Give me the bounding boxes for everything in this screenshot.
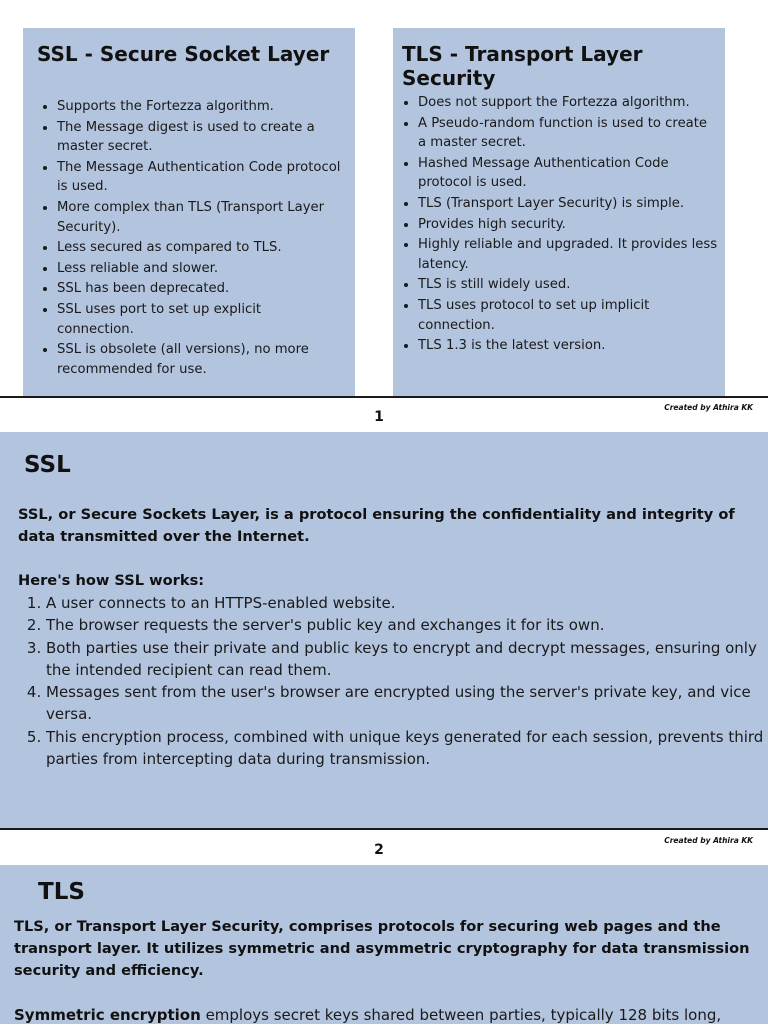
- ssl-panel-title: SSL - Secure Socket Layer: [37, 42, 330, 66]
- tls-symmetric-desc: employs secret keys shared between parties, typically 128 bits long,: [200, 1006, 722, 1024]
- list-item: • The Message Authentication Code protocol is used.: [57, 158, 342, 197]
- list-item: 5. This encryption process, combined with unique keys generated for each session, prevents third parties from intercepting data during transmission.: [46, 726, 768, 771]
- page-number: 2: [374, 842, 384, 858]
- ssl-how-label: Here's how SSL works:: [18, 572, 205, 589]
- list-item: • More complex than TLS (Transport Layer Security).: [57, 198, 342, 237]
- list-item: • Hashed Message Authentication Code protocol is used.: [418, 154, 718, 193]
- list-item: • Less reliable and slower.: [57, 259, 342, 279]
- list-item: 3. Both parties use their private and public keys to encrypt and decrypt messages, ensuring only the intended recipient can read them.: [46, 637, 768, 682]
- tls-intro-text: TLS, or Transport Layer Security, comprises protocols for securing web pages and the transport layer. It utilizes symmetric and asymmetric cryptography for data transmission security and efficiency.: [14, 918, 750, 979]
- list-item: • Does not support the Fortezza algorithm.: [418, 93, 718, 113]
- list-item: • SSL has been deprecated.: [57, 279, 342, 299]
- author-credit: Created by Athira KK: [664, 836, 753, 845]
- ssl-intro-text: SSL, or Secure Sockets Layer, is a protocol ensuring the confidentiality and integrity of data transmitted over the Internet.: [18, 506, 735, 545]
- list-item: • A Pseudo-random function is used to create a master secret.: [418, 114, 718, 153]
- page-number: 1: [374, 409, 384, 425]
- list-item: • TLS 1.3 is the latest version.: [418, 336, 718, 356]
- list-item: • The Message digest is used to create a master secret.: [57, 118, 342, 157]
- list-item: • SSL uses port to set up explicit connection.: [57, 300, 342, 339]
- page-divider: [0, 828, 768, 830]
- list-item: • TLS (Transport Layer Security) is simple.: [418, 194, 718, 214]
- tls-comparison-panel: [393, 28, 725, 396]
- ssl-steps-list: [18, 592, 768, 770]
- tls-panel-title: TLS - Transport Layer Security: [402, 42, 643, 90]
- tls-section-heading: TLS: [38, 879, 85, 905]
- list-item: • TLS is still widely used.: [418, 275, 718, 295]
- ssl-feature-list: [23, 97, 342, 380]
- list-item: • Highly reliable and upgraded. It provides less latency.: [418, 235, 718, 274]
- list-item: • SSL is obsolete (all versions), no more recommended for use.: [57, 340, 342, 379]
- list-item: • Provides high security.: [418, 215, 718, 235]
- list-item: 1. A user connects to an HTTPS-enabled website.: [46, 592, 768, 614]
- list-item: • Less secured as compared to TLS.: [57, 238, 342, 258]
- ssl-section: [0, 432, 768, 828]
- list-item: • TLS uses protocol to set up implicit connection.: [418, 296, 718, 335]
- tls-feature-list: [393, 93, 718, 357]
- tls-symmetric-term: Symmetric encryption: [14, 1006, 201, 1024]
- tls-symmetric-text: [14, 1004, 754, 1026]
- author-credit: Created by Athira KK: [664, 403, 753, 412]
- tls-section: [0, 865, 768, 1024]
- list-item: • Supports the Fortezza algorithm.: [57, 97, 342, 117]
- page-divider: [0, 396, 768, 398]
- list-item: 4. Messages sent from the user's browser are encrypted using the server's private key, and vice versa.: [46, 681, 768, 726]
- list-item: 2. The browser requests the server's public key and exchanges it for its own.: [46, 614, 768, 636]
- ssl-section-heading: SSL: [24, 452, 71, 478]
- ssl-comparison-panel: [23, 28, 355, 396]
